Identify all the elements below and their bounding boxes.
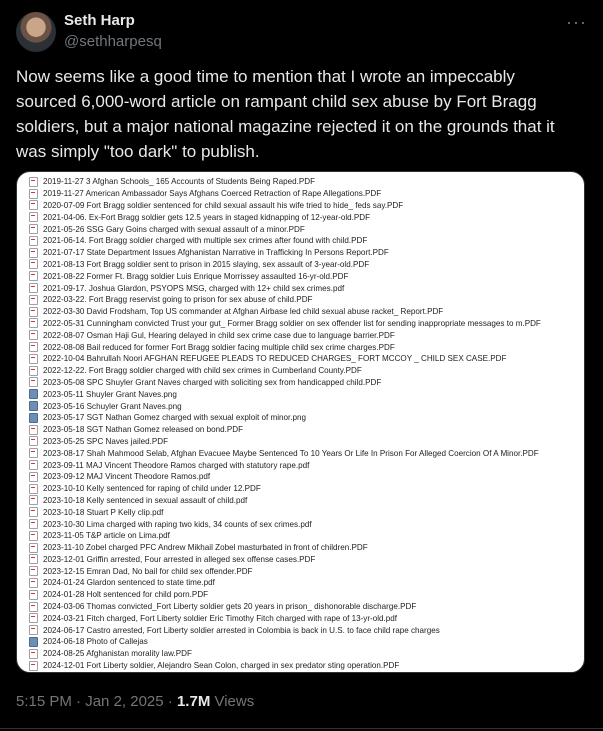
pdf-file-icon: [29, 484, 38, 494]
file-row: [29, 565, 578, 577]
file-name: 2019-11-27 3 Afghan Schools_ 165 Accounts of Students Being Raped.PDF: [43, 177, 316, 187]
file-name: 2023-09-12 MAJ Vincent Theodore Ramos.pdf: [43, 472, 211, 482]
file-row: [29, 365, 578, 377]
file-name: 2024-06-18 Photo of Callejas: [43, 637, 148, 647]
pdf-file-icon: [29, 189, 38, 199]
file-row: [29, 341, 578, 353]
pdf-file-icon: [29, 318, 38, 328]
file-name: 2023-10-10 Kelly sentenced for raping of child under 12.PDF: [43, 484, 261, 494]
pdf-file-icon: [29, 531, 38, 541]
file-row: [29, 294, 578, 306]
meta-separator: ·: [71, 693, 86, 710]
file-name: 2023-05-17 SGT Nathan Gomez charged with sexual exploit of minor.png: [43, 413, 307, 423]
pdf-file-icon: [29, 330, 38, 340]
tweet-meta: [16, 693, 254, 710]
pdf-file-icon: [29, 200, 38, 210]
pdf-file-icon: [29, 543, 38, 553]
file-name: 2020-07-09 Fort Bragg soldier sentenced for child sexual assault his wife tried to hide_ feds say.PDF: [43, 200, 404, 210]
file-name: 2023-12-15 Emran Dad, No bail for child sex offender.PDF: [43, 566, 253, 576]
pdf-file-icon: [29, 425, 38, 435]
pdf-file-icon: [29, 649, 38, 659]
file-row: [29, 648, 578, 660]
file-row: [29, 200, 578, 212]
file-name: 2024-08-25 Afghanistan morality law.PDF: [43, 649, 192, 659]
file-row: [29, 247, 578, 259]
file-row: [29, 554, 578, 566]
file-name: 2024-01-24 Glardon sentenced to state time.pdf: [43, 578, 215, 588]
file-row: [29, 542, 578, 554]
file-name: 2023-05-25 SPC Naves jailed.PDF: [43, 436, 169, 446]
file-row: [29, 188, 578, 200]
pdf-file-icon: [29, 554, 38, 564]
pdf-file-icon: [29, 377, 38, 387]
tweet-header: [16, 12, 587, 58]
pdf-file-icon: [29, 460, 38, 470]
pdf-file-icon: [29, 354, 38, 364]
pdf-file-icon: [29, 259, 38, 269]
file-name: 2022-08-08 Bail reduced for former Fort Bragg soldier facing multiple child sex crime charges.PDF: [43, 342, 395, 352]
file-row: [29, 624, 578, 636]
file-list: [29, 176, 578, 671]
file-row: [29, 612, 578, 624]
file-name: 2024-03-21 Fitch charged, Fort Liberty soldier Eric Timothy Fitch charged with rape of 13-yr-old.pdf: [43, 613, 398, 623]
file-name: 2021-08-13 Fort Bragg soldier sent to prison in 2015 slaying, sex assault of 3-year-old.PDF: [43, 259, 370, 269]
file-row: [29, 223, 578, 235]
file-row: [29, 259, 578, 271]
file-row: [29, 483, 578, 495]
pdf-file-icon: [29, 566, 38, 576]
pdf-file-icon: [29, 212, 38, 222]
file-row: [29, 211, 578, 223]
file-row: [29, 577, 578, 589]
file-row: [29, 306, 578, 318]
file-row: [29, 471, 578, 483]
file-name: 2023-10-18 Kelly sentenced in sexual assault of child.pdf: [43, 495, 248, 505]
file-row: [29, 388, 578, 400]
views-count: 1.7M: [176, 693, 211, 710]
pdf-file-icon: [29, 342, 38, 352]
attached-image[interactable]: [16, 171, 585, 673]
pdf-file-icon: [29, 590, 38, 600]
file-name: 2022-12-22. Fort Bragg soldier charged with child sex crimes in Cumberland County.PDF: [43, 366, 362, 376]
file-row: [29, 447, 578, 459]
pdf-file-icon: [29, 625, 38, 635]
file-row: [29, 400, 578, 412]
pdf-file-icon: [29, 366, 38, 376]
file-row: [29, 601, 578, 613]
file-name: 2023-11-10 Zobel charged PFC Andrew Mikhail Zobel masturbated in front of children.PDF: [43, 543, 368, 553]
file-row: [29, 235, 578, 247]
file-name: 2022-03-30 David Frodsham, Top US commander at Afghan Airbase led child sexual abuse racket_ Report.PDF: [43, 307, 444, 317]
author-name[interactable]: Seth Harp: [64, 12, 135, 29]
pdf-file-icon: [29, 283, 38, 293]
image-file-icon: [29, 413, 38, 423]
file-name: 2023-05-18 SGT Nathan Gomez released on bond.PDF: [43, 425, 244, 435]
image-file-icon: [29, 389, 38, 399]
file-row: [29, 589, 578, 601]
image-file-icon: [29, 401, 38, 411]
file-row: [29, 353, 578, 365]
pdf-file-icon: [29, 519, 38, 529]
file-row: [29, 506, 578, 518]
file-name: 2021-08-22 Former Ft. Bragg soldier Luis Enrique Morrissey assaulted 16-yr-old.PDF: [43, 271, 349, 281]
file-name: 2023-12-01 Griffin arrested, Four arrested in alleged sex offense cases.PDF: [43, 554, 316, 564]
file-name: 2021-05-26 SSG Gary Goins charged with sexual assault of a minor.PDF: [43, 224, 305, 234]
file-row: [29, 176, 578, 188]
file-row: [29, 377, 578, 389]
tweet-time[interactable]: 5:15 PM: [16, 693, 72, 710]
pdf-file-icon: [29, 177, 38, 187]
file-name: 2023-05-11 Shuyler Grant Naves.png: [43, 389, 177, 399]
pdf-file-icon: [29, 495, 38, 505]
file-row: [29, 436, 578, 448]
file-name: 2021-06-14. Fort Bragg soldier charged with multiple sex crimes after found with child.PDF: [43, 236, 368, 246]
file-row: [29, 282, 578, 294]
meta-separator: ·: [163, 693, 177, 710]
pdf-file-icon: [29, 507, 38, 517]
file-row: [29, 660, 578, 672]
file-name: 2023-11-05 T&P article on Lima.pdf: [43, 531, 170, 541]
file-row: [29, 329, 578, 341]
file-name: 2023-08-17 Shah Mahmood Selab, Afghan Evacuee Maybe Sentenced To 10 Years Or Life In Prison For Alleged Coercion Of A Minor.PDF: [43, 448, 539, 458]
file-name: 2022-03-22. Fort Bragg reservist going to prison for sex abuse of child.PDF: [43, 295, 313, 305]
file-row: [29, 518, 578, 530]
file-name: 2023-09-11 MAJ Vincent Theodore Ramos charged with statutory rape.pdf: [43, 460, 310, 470]
file-name: 2022-05-31 Cunningham convicted Trust your gut_ Former Bragg soldier on sex offender list for sending inappropriate messages to m.PDF: [43, 318, 541, 328]
file-name: 2021-07-17 State Department Issues Afghanistan Narrative in Trafficking In Persons Report.PDF: [43, 248, 389, 258]
file-row: [29, 424, 578, 436]
tweet-text: Now seems like a good time to mention that I wrote an impeccably sourced 6,000-word article on rampant child sex abuse by Fort Bragg soldiers, but a major national magazine rejected it on the grounds that it was simply "too dark" to publish.: [16, 67, 555, 161]
avatar[interactable]: [16, 12, 56, 52]
file-name: 2021-04-06. Ex-Fort Bragg soldier gets 12.5 years in staged kidnapping of 12-year-old.PDF: [43, 212, 371, 222]
ellipsis-icon[interactable]: ···: [566, 12, 587, 32]
file-name: 2023-05-08 SPC Shuyler Grant Naves charged with soliciting sex from handicapped child.PDF: [43, 377, 382, 387]
pdf-file-icon: [29, 472, 38, 482]
file-row: [29, 270, 578, 282]
file-row: [29, 495, 578, 507]
file-name: 2023-10-18 Stuart P Kelly clip.pdf: [43, 507, 164, 517]
tweet-date[interactable]: Jan 2, 2025: [85, 693, 164, 710]
file-name: 2024-01-28 Holt sentenced for child porn.PDF: [43, 590, 209, 600]
pdf-file-icon: [29, 448, 38, 458]
file-name: 2023-10-30 Lima charged with raping two kids, 34 counts of sex crimes.pdf: [43, 519, 312, 529]
pdf-file-icon: [29, 578, 38, 588]
file-row: [29, 459, 578, 471]
pdf-file-icon: [29, 271, 38, 281]
pdf-file-icon: [29, 295, 38, 305]
file-name: 2021-09-17. Joshua Glardon, PSYOPS MSG, charged with 12+ child sex crimes.pdf: [43, 283, 345, 293]
pdf-file-icon: [29, 602, 38, 612]
file-row: [29, 412, 578, 424]
pdf-file-icon: [29, 613, 38, 623]
views-label: Views: [210, 693, 255, 710]
pdf-file-icon: [29, 307, 38, 317]
image-file-icon: [29, 637, 38, 647]
pdf-file-icon: [29, 248, 38, 258]
file-name: 2024-03-06 Thomas convicted_Fort Liberty soldier gets 20 years in prison_ dishonorable discharge.PDF: [43, 602, 417, 612]
file-name: 2023-05-16 Schuyler Grant Naves.png: [43, 401, 182, 411]
author-handle[interactable]: @sethharpesq: [64, 33, 162, 50]
pdf-file-icon: [29, 661, 38, 671]
file-row: [29, 318, 578, 330]
pdf-file-icon: [29, 236, 38, 246]
file-row: [29, 636, 578, 648]
file-name: 2024-12-01 Fort Liberty soldier, Alejandro Sean Colon, charged in sex predator sting operation.PDF: [43, 661, 400, 671]
file-name: 2024-06-17 Castro arrested, Fort Liberty soldier arrested in Colombia is back in U.S. to face child rape charges: [43, 625, 440, 635]
file-row: [29, 530, 578, 542]
file-name: 2019-11-27 American Ambassador Says Afghans Coerced Retraction of Rape Allegations.PDF: [43, 189, 382, 199]
pdf-file-icon: [29, 436, 38, 446]
pdf-file-icon: [29, 224, 38, 234]
file-name: 2022-08-07 Osman Haji Gul, Hearing delayed in child sex crime case due to language barrier.PDF: [43, 330, 395, 340]
file-name: 2022-10-04 Bahrullah Noori AFGHAN REFUGEE PLEADS TO REDUCED CHARGES_ FORT MCCOY _ CHILD SEX CASE.PDF: [43, 354, 507, 364]
divider: [0, 728, 603, 729]
